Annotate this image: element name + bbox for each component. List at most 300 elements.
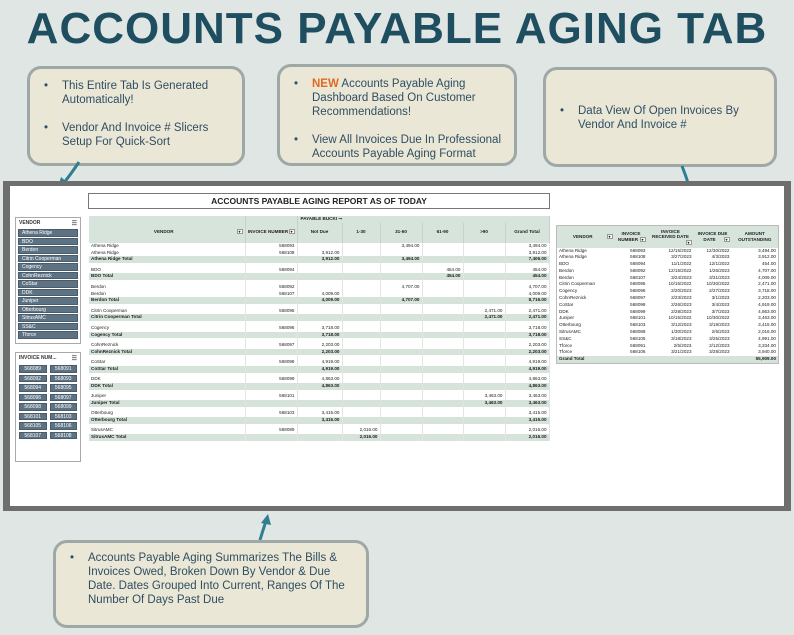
- invoice-slicer[interactable]: [15, 352, 81, 462]
- data-view-cell: 568106: [630, 349, 646, 355]
- data-view-cell: Cogency: [559, 288, 578, 294]
- pivot-cell: CohnReznick Total: [89, 349, 245, 356]
- data-view-cell: 3,415.00: [758, 322, 776, 328]
- pivot-cell: 568093: [245, 243, 297, 250]
- data-view-cell: 3/27/2023: [671, 254, 692, 260]
- pivot-cell: [342, 410, 380, 417]
- pivot-cell: 568089: [245, 427, 297, 434]
- vendor-slicer[interactable]: [15, 217, 81, 344]
- pivot-total-row: [89, 349, 549, 356]
- pivot-cell: [297, 284, 342, 291]
- pivot-cell: [422, 250, 463, 257]
- data-view-cell: SitrusAMC: [559, 329, 581, 335]
- pivot-cell: [342, 267, 380, 274]
- pivot-cell: [422, 325, 463, 332]
- data-view-row: [557, 261, 779, 268]
- pivot-cell: 2,471.00: [505, 308, 549, 315]
- pivot-cell: [342, 297, 380, 304]
- pivot-cell: 3,718.00: [505, 325, 549, 332]
- data-view-cell: Tforce: [559, 342, 573, 348]
- data-view-header-label: VENDOR: [572, 234, 593, 239]
- pivot-total-row: [89, 383, 549, 390]
- data-view-cell: 568101: [630, 315, 646, 321]
- pivot-cell: 568101: [245, 393, 297, 400]
- pivot-cell: [463, 267, 505, 274]
- vendor-slicer-item[interactable]: Otterbourg: [18, 306, 78, 314]
- pivot-cell: [297, 267, 342, 274]
- pivot-total-row: [89, 417, 549, 424]
- pivot-cell: 3,463.00: [463, 393, 505, 400]
- data-view-cell: 568103: [630, 322, 646, 328]
- data-view-cell: 3/19/2023: [709, 322, 730, 328]
- data-view-cell: 4,009.00: [758, 274, 776, 280]
- data-view-cell: 3,463.00: [758, 315, 776, 321]
- pivot-cell: [342, 256, 380, 263]
- multi-select-icon[interactable]: ☰: [71, 355, 77, 362]
- callout-right: [543, 67, 777, 167]
- pivot-cell: [422, 427, 463, 434]
- data-view-cell: 11/1/2022: [671, 261, 692, 267]
- pivot-cell: 568097: [245, 342, 297, 349]
- pivot-cell: [342, 325, 380, 332]
- data-view-cell: 2/28/2023: [671, 308, 692, 314]
- page-title: ACCOUNTS PAYABLE AGING TAB: [26, 4, 768, 53]
- pivot-total-row: [89, 400, 549, 407]
- pivot-cell: [422, 400, 463, 407]
- data-view-row: [557, 309, 779, 316]
- pivot-cell: 3,718.00: [297, 332, 342, 339]
- pivot-cell: 2,203.00: [505, 349, 549, 356]
- pivot-cell: DDK: [89, 376, 245, 383]
- dropdown-arrow-icon[interactable]: ▾: [290, 229, 293, 235]
- data-view-header-row: [557, 226, 779, 248]
- pivot-row: [89, 359, 549, 366]
- pivot-header-cell: [297, 223, 342, 243]
- grand-total-value: 55,909.00: [732, 356, 779, 363]
- dropdown-arrow-icon[interactable]: ▾: [608, 234, 611, 239]
- vendor-slicer-item[interactable]: Cogency: [18, 263, 78, 271]
- pivot-cell: [422, 366, 463, 373]
- pivot-cell: Citrin Cooperman Total: [89, 314, 245, 321]
- data-view-cell: 3/7/2023: [711, 308, 730, 314]
- data-view-cell: CohnReznick: [559, 295, 587, 301]
- data-view-total-row: [557, 356, 779, 363]
- pivot-cell: [380, 308, 422, 315]
- pivot-header-label: 31-60: [395, 229, 407, 235]
- pivot-cell: [463, 359, 505, 366]
- pivot-cell: [342, 376, 380, 383]
- pivot-cell: [422, 308, 463, 315]
- payable-bucket-filter[interactable]: [297, 216, 549, 223]
- pivot-cell: 2,471.00: [463, 314, 505, 321]
- pivot-cell: 3,494.00: [380, 256, 422, 263]
- pivot-cell: [297, 314, 342, 321]
- pivot-body: [89, 243, 549, 441]
- vendor-slicer-header: [16, 218, 80, 228]
- data-view-cell: 568099: [630, 308, 646, 314]
- pivot-cell: [422, 359, 463, 366]
- pivot-header-cell: [505, 223, 549, 243]
- vendor-slicer-item[interactable]: Citrin Cooperman: [18, 255, 78, 263]
- data-view-cell: 12/15/2022: [668, 247, 692, 253]
- data-view-cell: 4/3/2023: [711, 254, 730, 260]
- pivot-cell: Juniper: [89, 393, 245, 400]
- pivot-cell: [380, 250, 422, 257]
- pivot-cell: [380, 267, 422, 274]
- data-view-row: [557, 329, 779, 336]
- vendor-slicer-item[interactable]: BDO: [18, 238, 78, 246]
- pivot-cell: 4,919.00: [297, 359, 342, 366]
- data-view-cell: Athena Ridge: [559, 247, 587, 253]
- invoice-slicer-item[interactable]: 568106: [50, 422, 78, 430]
- pivot-cell: [422, 243, 463, 250]
- pivot-row: [89, 250, 549, 257]
- pivot-total-row: [89, 332, 549, 339]
- data-view-cell: Berdon: [559, 267, 574, 273]
- invoice-slicer-item[interactable]: 568093: [50, 375, 78, 383]
- data-view-cell: Citrin Cooperman: [559, 281, 595, 287]
- pivot-cell: [297, 308, 342, 315]
- aging-pivot-table: [89, 216, 550, 441]
- pivot-cell: 454.00: [505, 267, 549, 274]
- pivot-cell: [297, 273, 342, 280]
- pivot-cell: 3,415.00: [505, 410, 549, 417]
- pivot-cell: [463, 376, 505, 383]
- pivot-header-label: INVOICE NUMBER: [247, 229, 289, 235]
- pivot-cell: 568092: [245, 284, 297, 291]
- pivot-cell: 2,016.00: [505, 427, 549, 434]
- multi-select-icon[interactable]: ☰: [71, 220, 77, 227]
- pivot-cell: 3,463.00: [505, 400, 549, 407]
- pivot-cell: Berdon: [89, 291, 245, 298]
- pivot-cell: [422, 291, 463, 298]
- pivot-cell: [380, 427, 422, 434]
- pivot-cell: [245, 417, 297, 424]
- data-view-header-label: AMOUNT OUTSTANDING: [738, 231, 772, 242]
- pivot-cell: [463, 256, 505, 263]
- data-view-cell: 568107: [630, 274, 646, 280]
- data-view-row: [557, 268, 779, 275]
- pivot-row: [89, 376, 549, 383]
- pivot-cell: [380, 291, 422, 298]
- callout-bottom-point-1: • Accounts Payable Aging Summarizes The Bills & Invoices Owed, Broken Down By Vendor & Due Date. Dates Grouped Into Current, Ranges Of The Number Of Days Past Due: [66, 551, 354, 607]
- data-view-cell: 2,471.00: [758, 281, 776, 287]
- pivot-bucket-row: [89, 216, 549, 223]
- pivot-cell: [463, 273, 505, 280]
- pivot-row: [89, 267, 549, 274]
- pivot-cell: 454.00: [505, 273, 549, 280]
- pivot-cell: 3,912.00: [297, 250, 342, 257]
- vendor-slicer-item[interactable]: SitrusAMC: [18, 314, 78, 322]
- pivot-cell: [342, 400, 380, 407]
- data-view-cell: 568098: [630, 301, 646, 307]
- data-view-cell: Juniper: [559, 315, 575, 321]
- pivot-cell: Otterbourg: [89, 410, 245, 417]
- vendor-slicer-item[interactable]: Athena Ridge: [18, 229, 78, 237]
- vendor-slicer-item[interactable]: SS&C: [18, 323, 78, 331]
- pivot-cell: Athena Ridge: [89, 243, 245, 250]
- pivot-cell: 2,203.00: [505, 342, 549, 349]
- pivot-cell: Otterbourg Total: [89, 417, 245, 424]
- pivot-cell: 4,009.00: [297, 297, 342, 304]
- pivot-header-label: Grand Total: [514, 229, 540, 235]
- pivot-cell: [342, 332, 380, 339]
- invoice-slicer-header: [16, 353, 80, 363]
- data-view-cell: DDK: [559, 308, 569, 314]
- dropdown-arrow-icon[interactable]: ▾: [725, 236, 728, 242]
- pivot-cell: [422, 393, 463, 400]
- data-view-row: [557, 322, 779, 329]
- callout-right-point-1: • Data View Of Open Invoices By Vendor And Invoice #: [556, 104, 762, 132]
- data-view-header-cell: [615, 226, 648, 248]
- pivot-cell: [422, 332, 463, 339]
- data-view-cell: 3/31/2023: [709, 274, 730, 280]
- vendor-slicer-item[interactable]: Berdon: [18, 246, 78, 254]
- invoice-slicer-item[interactable]: 568097: [50, 394, 78, 402]
- data-view-cell: 3/18/2023: [671, 335, 692, 341]
- pivot-cell: [297, 434, 342, 441]
- pivot-row: [89, 291, 549, 298]
- invoice-slicer-item[interactable]: 568103: [50, 413, 78, 421]
- invoice-slicer-item[interactable]: 568108: [50, 432, 78, 440]
- pivot-cell: CoStar: [89, 359, 245, 366]
- data-view-cell: 568094: [630, 261, 646, 267]
- pivot-cell: [463, 250, 505, 257]
- arrow-up-icon: [253, 512, 279, 542]
- invoice-slicer-item[interactable]: 568107: [19, 432, 47, 440]
- filter-icon[interactable]: ⊸: [338, 216, 343, 221]
- pivot-cell: [342, 383, 380, 390]
- data-view-cell: 568092: [630, 267, 646, 273]
- pivot-cell: [422, 383, 463, 390]
- data-view-cell: 3/21/2023: [671, 349, 692, 355]
- pivot-cell: [297, 427, 342, 434]
- data-view-cell: 2,203.00: [758, 295, 776, 301]
- data-view-cell: 568093: [630, 247, 646, 253]
- pivot-cell: [422, 284, 463, 291]
- pivot-cell: 4,919.00: [505, 366, 549, 373]
- pivot-cell: [463, 342, 505, 349]
- data-view-cell: 10/30/2022: [706, 281, 730, 287]
- pivot-cell: [422, 256, 463, 263]
- data-view-row: [557, 248, 779, 255]
- pivot-cell: 4,707.00: [380, 297, 422, 304]
- data-view-cell: 2/27/2023: [709, 288, 730, 294]
- pivot-cell: 3,494.00: [505, 243, 549, 250]
- pivot-cell: [380, 314, 422, 321]
- data-view-cell: 3/28/2023: [709, 349, 730, 355]
- vendor-slicer-item[interactable]: CoStar: [18, 280, 78, 288]
- pivot-cell: [342, 349, 380, 356]
- vendor-slicer-item[interactable]: CohnReznick: [18, 272, 78, 280]
- pivot-cell: [463, 427, 505, 434]
- data-view-header-label: INVOICE DUE DATE: [697, 231, 728, 242]
- pivot-cell: [422, 297, 463, 304]
- pivot-cell: 2,016.00: [505, 434, 549, 441]
- pivot-cell: 3,912.00: [297, 256, 342, 263]
- pivot-cell: [380, 349, 422, 356]
- data-view-row: [557, 288, 779, 295]
- pivot-cell: SitrusAMC: [89, 427, 245, 434]
- data-view-cell: 2,016.00: [758, 329, 776, 335]
- pivot-cell: Athena Ridge Total: [89, 256, 245, 263]
- invoice-slicer-item[interactable]: 568091: [50, 365, 78, 373]
- pivot-total-row: [89, 366, 549, 373]
- pivot-header-cell: [422, 223, 463, 243]
- data-view-row: [557, 343, 779, 350]
- pivot-cell: [245, 332, 297, 339]
- invoice-slicer-items: [16, 363, 80, 441]
- pivot-cell: 568107: [245, 291, 297, 298]
- vendor-slicer-title: VENDOR: [19, 220, 41, 226]
- invoice-slicer-item[interactable]: 568098: [19, 403, 47, 411]
- data-view-body: [557, 248, 779, 357]
- data-view-cell: 3,494.00: [758, 247, 776, 253]
- pivot-cell: [463, 434, 505, 441]
- pivot-cell: 2,016.00: [342, 434, 380, 441]
- pivot-cell: 454.00: [422, 273, 463, 280]
- pivot-cell: [380, 393, 422, 400]
- dropdown-arrow-icon[interactable]: ▾: [238, 229, 241, 235]
- pivot-cell: [463, 297, 505, 304]
- data-view-header-cell: [557, 226, 615, 248]
- dropdown-arrow-icon[interactable]: ▾: [687, 239, 690, 245]
- pivot-cell: 3,463.00: [463, 400, 505, 407]
- callout-left-point-1: • This Entire Tab Is Generated Automatically!: [40, 79, 230, 107]
- pivot-cell: [380, 400, 422, 407]
- pivot-row: [89, 393, 549, 400]
- pivot-cell: [463, 383, 505, 390]
- pivot-cell: 454.00: [422, 267, 463, 274]
- invoice-slicer-item[interactable]: 568095: [50, 384, 78, 392]
- pivot-cell: [245, 400, 297, 407]
- vendor-slicer-item[interactable]: Juniper: [18, 297, 78, 305]
- data-view-cell: 10/15/2022: [668, 281, 692, 287]
- data-view-cell: 3,912.00: [758, 254, 776, 260]
- data-view-header-cell: [694, 226, 732, 248]
- pivot-cell: [380, 410, 422, 417]
- data-view-cell: 3/24/2023: [671, 274, 692, 280]
- data-view-row: [557, 315, 779, 322]
- pivot-cell: [245, 256, 297, 263]
- pivot-cell: [422, 417, 463, 424]
- data-view-cell: 2/6/2023: [711, 329, 730, 335]
- data-view-cell: 568091: [630, 342, 646, 348]
- pivot-cell: [422, 342, 463, 349]
- pivot-cell: [342, 284, 380, 291]
- data-view-cell: 2/5/2023: [673, 342, 692, 348]
- invoice-slicer-title: INVOICE NUM...: [19, 355, 57, 361]
- pivot-cell: Cogency Total: [89, 332, 245, 339]
- pivot-cell: [422, 376, 463, 383]
- pivot-cell: [342, 393, 380, 400]
- spreadsheet: [10, 186, 784, 506]
- data-view-cell: 2/20/2023: [671, 288, 692, 294]
- callout-middle-point-2: • View All Invoices Due In Professional Accounts Payable Aging Format: [290, 133, 502, 161]
- data-view-cell: 3,718.00: [758, 288, 776, 294]
- pivot-cell: 568094: [245, 267, 297, 274]
- data-view-cell: 4,707.00: [758, 267, 776, 273]
- pivot-cell: [380, 359, 422, 366]
- pivot-cell: [463, 325, 505, 332]
- invoice-slicer-item[interactable]: 568094: [19, 384, 47, 392]
- pivot-cell: [342, 366, 380, 373]
- pivot-cell: 4,863.00: [297, 376, 342, 383]
- pivot-cell: [245, 297, 297, 304]
- invoice-slicer-item[interactable]: 568099: [50, 403, 78, 411]
- pivot-cell: 4,919.00: [297, 366, 342, 373]
- data-view-cell: 12/15/2022: [668, 267, 692, 273]
- pivot-cell: 3,912.00: [505, 250, 549, 257]
- grand-total-label: Grand Total: [557, 356, 615, 363]
- pivot-cell: [380, 383, 422, 390]
- data-view-cell: CoStar: [559, 301, 574, 307]
- pivot-cell: [342, 417, 380, 424]
- data-view-row: [557, 336, 779, 343]
- invoice-slicer-item[interactable]: 568092: [19, 375, 47, 383]
- invoice-slicer-item[interactable]: 568105: [19, 422, 47, 430]
- pivot-row: [89, 243, 549, 250]
- callout-middle-text-1: Accounts Payable Aging Dashboard Based On Customer Recommendations!: [312, 78, 476, 118]
- pivot-cell: 568108: [245, 250, 297, 257]
- callout-left: [27, 66, 245, 166]
- invoice-slicer-item[interactable]: 568096: [19, 394, 47, 402]
- vendor-slicer-item[interactable]: DDK: [18, 289, 78, 297]
- data-view-header-cell: [648, 226, 694, 248]
- data-view-row: [557, 254, 779, 261]
- data-view-cell: Athena Ridge: [559, 254, 587, 260]
- pivot-cell: 4,707.00: [505, 284, 549, 291]
- pivot-row: [89, 325, 549, 332]
- pivot-cell: [245, 314, 297, 321]
- data-view-cell: 4,863.00: [758, 308, 776, 314]
- pivot-cell: [297, 400, 342, 407]
- data-view-cell: 1/30/2023: [671, 329, 692, 335]
- data-view-row: [557, 281, 779, 288]
- pivot-total-row: [89, 297, 549, 304]
- vendor-slicer-item[interactable]: Tforce: [18, 331, 78, 339]
- pivot-cell: 4,009.00: [297, 291, 342, 298]
- data-view-cell: Tforce: [559, 349, 573, 355]
- pivot-cell: [342, 314, 380, 321]
- invoice-slicer-item[interactable]: 568101: [19, 413, 47, 421]
- data-view-header-label: INVOICE NUMBER: [617, 231, 641, 242]
- pivot-cell: [380, 332, 422, 339]
- data-view-cell: 4,991.00: [758, 335, 776, 341]
- pivot-header-label: VENDOR: [153, 229, 174, 235]
- pivot-header-cell: [89, 223, 245, 243]
- data-view-row: [557, 302, 779, 309]
- data-view-cell: 3/25/2023: [709, 335, 730, 341]
- invoice-slicer-item[interactable]: 568089: [19, 365, 47, 373]
- data-view-header-label: INVOICE RECEIVED DATE: [652, 228, 689, 240]
- pivot-header-label: 61-90: [436, 229, 449, 235]
- data-view-cell: 12/30/2022: [706, 247, 730, 253]
- pivot-cell: 2,471.00: [505, 314, 549, 321]
- dropdown-arrow-icon[interactable]: ▾: [641, 236, 644, 242]
- report-title: ACCOUNTS PAYABLE AGING REPORT AS OF TODAY: [88, 193, 550, 209]
- pivot-cell: [342, 243, 380, 250]
- pivot-cell: [245, 434, 297, 441]
- pivot-row: [89, 427, 549, 434]
- pivot-cell: 3,718.00: [505, 332, 549, 339]
- pivot-cell: [463, 284, 505, 291]
- pivot-cell: [463, 243, 505, 250]
- pivot-cell: [422, 410, 463, 417]
- data-view-cell: 10/15/2022: [668, 315, 692, 321]
- data-view-cell: 12/1/2022: [709, 261, 730, 267]
- pivot-total-row: [89, 314, 549, 321]
